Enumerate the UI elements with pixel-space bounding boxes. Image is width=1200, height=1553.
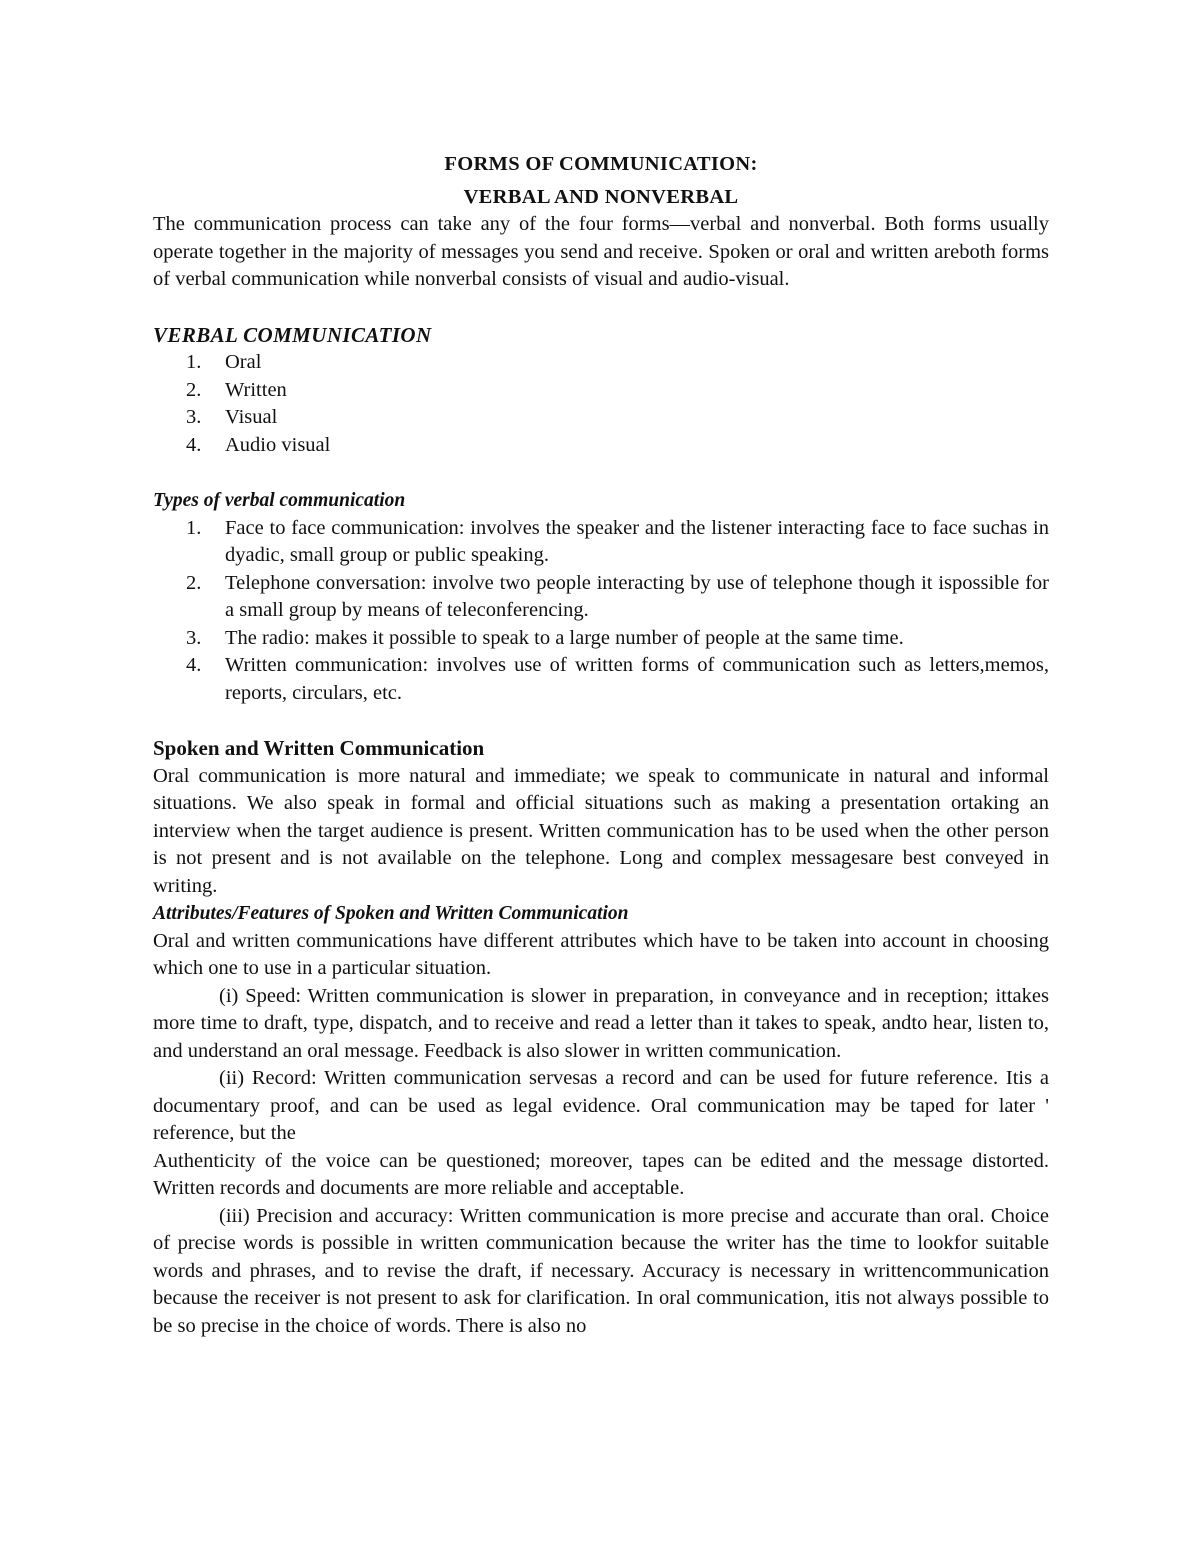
list-item xyxy=(153,570,1049,625)
spacer xyxy=(153,294,1049,322)
speed-paragraph: (i) Speed: Written communication is slower in preparation, in conveyance and in reception; ittakes more time to draft, type, dispatch, and to receive and read a letter than it takes to speak, andto hear, listen to, and understand an oral message. Feedback is also slower in written communication. xyxy=(153,984,1049,1062)
list-item xyxy=(153,377,1049,405)
list-item-number: 3. xyxy=(186,626,202,649)
spacer xyxy=(153,459,1049,487)
record-continuation-paragraph: Authenticity of the voice can be questioned; moreover, tapes can be edited and the message distorted. Written records and documents are more reliable and acceptable. xyxy=(153,1149,1049,1199)
list-item-number: 4. xyxy=(186,433,202,456)
attributes-heading: Attributes/Features of Spoken and Written Communication xyxy=(153,903,629,924)
list-item-number: 4. xyxy=(186,654,202,676)
list-item xyxy=(153,404,1049,432)
spoken-written-paragraph: Oral communication is more natural and immediate; we speak to communicate in natural and informal situations. We also speak in formal and official situations such as making a presentation ortaking an interview when the target audience is present. Written communication has to be used when the other person is not present and is not available on the telephone. Long and complex messagesare best conveyed in writing. xyxy=(153,764,1049,897)
list-item-text: Oral xyxy=(225,351,262,373)
types-list xyxy=(153,515,1049,708)
record-paragraph: (ii) Record: Written communication servesas a record and can be used for future reference. Itis a documentary proof, and can be used as legal evidence. Oral communication may be taped for later ' reference, but the xyxy=(153,1067,1049,1144)
list-item-number: 3. xyxy=(186,406,202,428)
list-item-text: Audio visual xyxy=(225,433,331,456)
page-content xyxy=(153,150,1049,1340)
attributes-paragraph: Oral and written communications have different attributes which have to be taken into account in choosing which one to use in a particular situation. xyxy=(153,929,1049,979)
list-item-number: 1. xyxy=(186,351,202,373)
spoken-written-heading: Spoken and Written Communication xyxy=(153,736,485,760)
list-item-number: 1. xyxy=(186,516,202,539)
list-item-number: 2. xyxy=(186,571,202,594)
precision-paragraph: (iii) Precision and accuracy: Written communication is more precise and accurate than oral. Choice of precise words is possible in written communication because the writer has the time to lookfor suitable words and phrases, and to revise the draft, if necessary. Accuracy is necessary in writtencommunication because the receiver is not present to ask for clarification. In oral communication, itis not always possible to be so precise in the choice of words. There is also no xyxy=(153,1204,1049,1337)
intro-paragraph: The communication process can take any of the four forms—verbal and nonverbal. Both forms usually operate together in the majority of messages you send and receive. Spoken or oral and written areboth forms of verbal communication while nonverbal consists of visual and audio-visual. xyxy=(153,213,1049,290)
document-title-line1: FORMS OF COMMUNICATION: xyxy=(444,153,758,175)
list-item xyxy=(153,625,1049,653)
list-item-text: Visual xyxy=(225,406,278,428)
list-item xyxy=(153,349,1049,377)
list-item-text: Telephone conversation: involve two people interacting by use of telephone though it ispossible for a small group by means of teleconferencing. xyxy=(225,571,1049,621)
spacer xyxy=(153,707,1049,735)
list-item xyxy=(153,432,1049,460)
types-heading: Types of verbal communication xyxy=(153,490,406,511)
list-item-text: Face to face communication: involves the speaker and the listener interacting face to face suchas in dyadic, small group or public speaking. xyxy=(225,516,1049,566)
list-item-number: 2. xyxy=(186,378,202,401)
verbal-forms-list xyxy=(153,349,1049,459)
list-item-text: The radio: makes it possible to speak to a large number of people at the same time. xyxy=(225,626,904,649)
list-item-text: Written xyxy=(225,378,287,401)
list-item xyxy=(153,652,1049,707)
document-title-line2: VERBAL AND NONVERBAL xyxy=(463,186,739,208)
verbal-communication-heading: VERBAL COMMUNICATION xyxy=(153,322,432,347)
list-item xyxy=(153,515,1049,570)
list-item-text: Written communication: involves use of written forms of communication such as letters,memos, reports, circulars, etc. xyxy=(225,654,1049,704)
